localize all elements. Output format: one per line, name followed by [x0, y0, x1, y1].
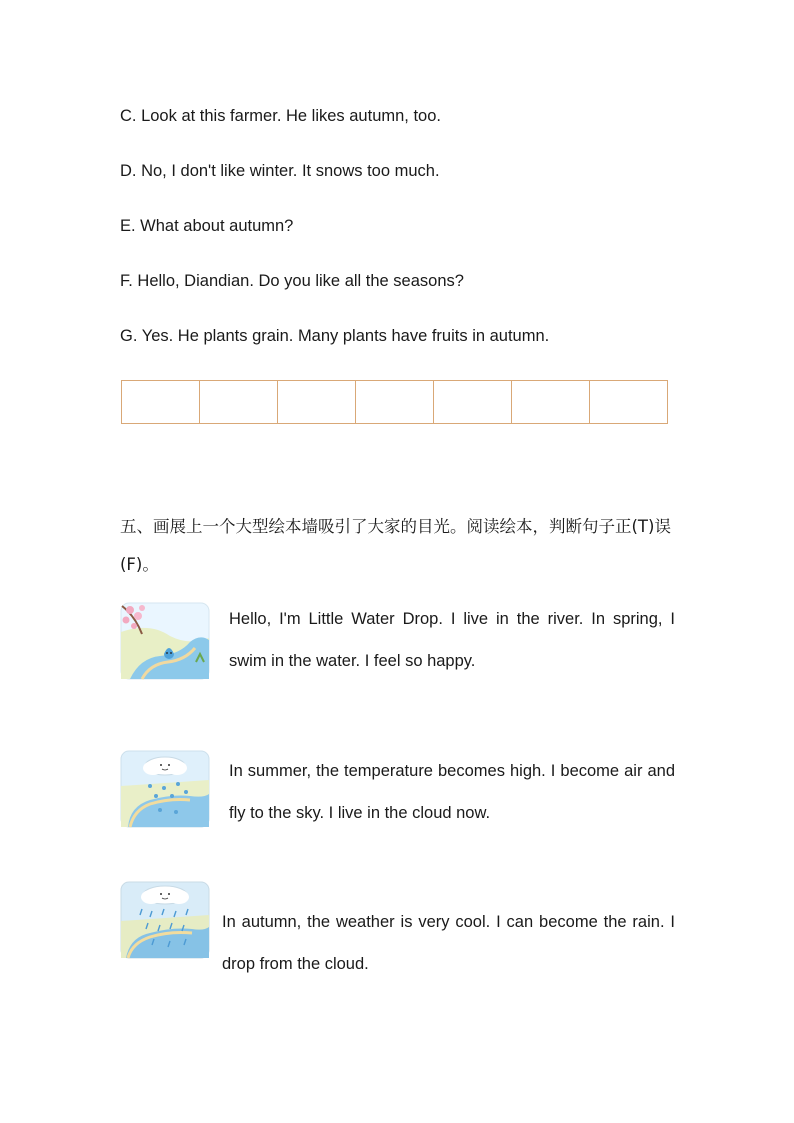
section-5-title: 五、画展上一个大型绘本墙吸引了大家的目光。阅读绘本，判断句子正(T)误(F)。 [120, 517, 671, 574]
option-c: C. Look at this farmer. He likes autumn, too. [120, 107, 441, 125]
spring-river-illustration [120, 602, 210, 680]
option-g: G. Yes. He plants grain. Many plants have fruits in autumn. [120, 327, 550, 345]
answer-cell[interactable] [278, 381, 356, 423]
story-panel-1: Hello, I'm Little Water Drop. I live in the river. In spring, I swim in the water. I feel so happy. [229, 610, 675, 670]
answer-cell[interactable] [434, 381, 512, 423]
story-panel-2: In summer, the temperature becomes high. I become air and fly to the sky. I live in the cloud now. [229, 762, 675, 822]
answer-grid [121, 380, 668, 424]
story-panel-3: In autumn, the weather is very cool. I can become the rain. I drop from the cloud. [222, 913, 675, 973]
option-d: D. No, I don't like winter. It snows too much. [120, 162, 440, 180]
answer-cell[interactable] [122, 381, 200, 423]
option-f: F. Hello, Diandian. Do you like all the seasons? [120, 272, 464, 290]
answer-cell[interactable] [590, 381, 668, 423]
option-e: E. What about autumn? [120, 217, 294, 235]
answer-cell[interactable] [356, 381, 434, 423]
answer-cell[interactable] [512, 381, 590, 423]
summer-cloud-river-illustration [120, 750, 210, 828]
answer-cell[interactable] [200, 381, 278, 423]
autumn-rain-cloud-illustration [120, 881, 210, 959]
